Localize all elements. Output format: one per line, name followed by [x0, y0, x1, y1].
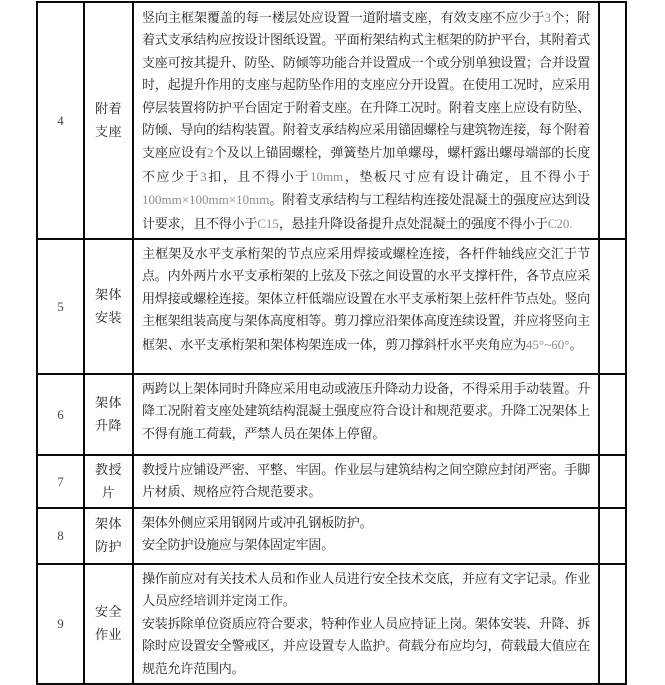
row-requirements: 两跨以上架体同时升降应采用电动或液压升降动力设备，不得采用手动装置。升降工况附着支座处建筑结构混凝土强度应符合设计和规范要求。升降工况架体上不得有施工荷载，严禁人员在架体上停留。	[133, 374, 599, 455]
row-blank-cell	[599, 564, 626, 684]
western-text: 10mm	[309, 168, 344, 184]
row-category: 安全 作业	[84, 564, 133, 684]
western-text: 100mm×100mm×10mm	[142, 192, 270, 208]
requirements-table	[36, 1, 627, 685]
table-row	[37, 374, 626, 455]
row-requirements: 主框架及水平支承桁架的节点应采用焊接或螺栓连接，各杆件轴线应交汇于节点。内外两片水平支承桁架的上弦及下弦之间设置的水平支撑杆件，各节点应采用焊接或螺栓连接。架体立杆低端应设置在水平支承桁架上弦杆件节点处。竖向主框架组装高度与架体高度相等。剪刀撑应沿架体高度连续设置，并应将竖向主框架、水平支承桁架和架体构架连成一体，剪刀撑斜杆水平夹角应为45°~60°。	[133, 239, 599, 374]
row-requirements: 竖向主框架覆盖的每一楼层处应设置一道附墙支座，有效支座不应少于3个；附着式支承结构应按设计图纸设置。平面桁架结构式主框架的防护平台，其附着式支座可按其提升、防坠、防倾等功能合并设置成一个或分别单独设置；合并设置时，起提升作用的支座与起防坠作用的支座应分开设置。在使用工况时，应采用停层装置将防护平台固定于附着支座。在升降工况时。附着支座上应设有防坠、防倾、导向的结构装置。附着支承结构应采用锚固螺栓与建筑物连接，每个附着支座应设有2个及以上锚固螺栓，弹簧垫片加单螺母，螺杆露出螺母端部的长度不应少于3扣，且不得小于10mm，垫板尺寸应有设计确定，且不得小于100mm×100mm×10mm。附着支承结构与工程结构连接处混凝土的强度应达到设计要求，且不得小于C15，悬挂升降设备提升点处混凝土的强度不得小于C20.	[133, 2, 599, 239]
row-blank-cell	[599, 508, 626, 564]
row-category: 附着 支座	[84, 2, 133, 239]
row-number: 5	[37, 239, 84, 374]
row-blank-cell	[599, 2, 626, 239]
row-blank-cell	[599, 374, 626, 455]
row-number: 6	[37, 374, 84, 455]
row-blank-cell	[599, 239, 626, 374]
table-row	[37, 455, 626, 508]
row-category: 架体 升降	[84, 374, 133, 455]
western-text: C20.	[547, 215, 573, 231]
western-text: 3	[544, 10, 552, 25]
row-number: 4	[37, 2, 84, 239]
row-requirements: 教授片应铺设严密、平整、牢固。作业层与建筑结构之间空隙应封闭严密。手脚片材质、规格应符合规范要求。	[133, 455, 599, 508]
row-number: 7	[37, 455, 84, 508]
row-category: 教授 片	[84, 455, 133, 508]
table-row	[37, 508, 626, 564]
western-text: 3	[200, 168, 207, 184]
row-number: 8	[37, 508, 84, 564]
row-number: 9	[37, 564, 84, 684]
western-text: 45°~60°	[526, 336, 570, 352]
table-row	[37, 239, 626, 374]
row-category: 架体 防护	[84, 508, 133, 564]
row-requirements: 架体外侧应采用钢网片或冲孔钢板防护。 安全防护设施应与架体固定牢固。	[133, 508, 599, 564]
row-category: 架体 安装	[84, 239, 133, 374]
table-row	[37, 2, 626, 239]
row-requirements: 操作前应对有关技术人员和作业人员进行安全技术交底，并应有文字记录。作业人员应经培训并定岗工作。 安装拆除单位资质应符合要求，特种作业人员应持证上岗。架体安装、升降、拆除时应设置安全警戒区，并应设置专人监护。荷载分布应均匀，荷载最大值应在规范允许范围内。	[133, 564, 599, 684]
row-blank-cell	[599, 455, 626, 508]
table-row	[37, 564, 626, 684]
western-text: C15	[257, 215, 279, 231]
western-text: 2	[206, 145, 214, 161]
